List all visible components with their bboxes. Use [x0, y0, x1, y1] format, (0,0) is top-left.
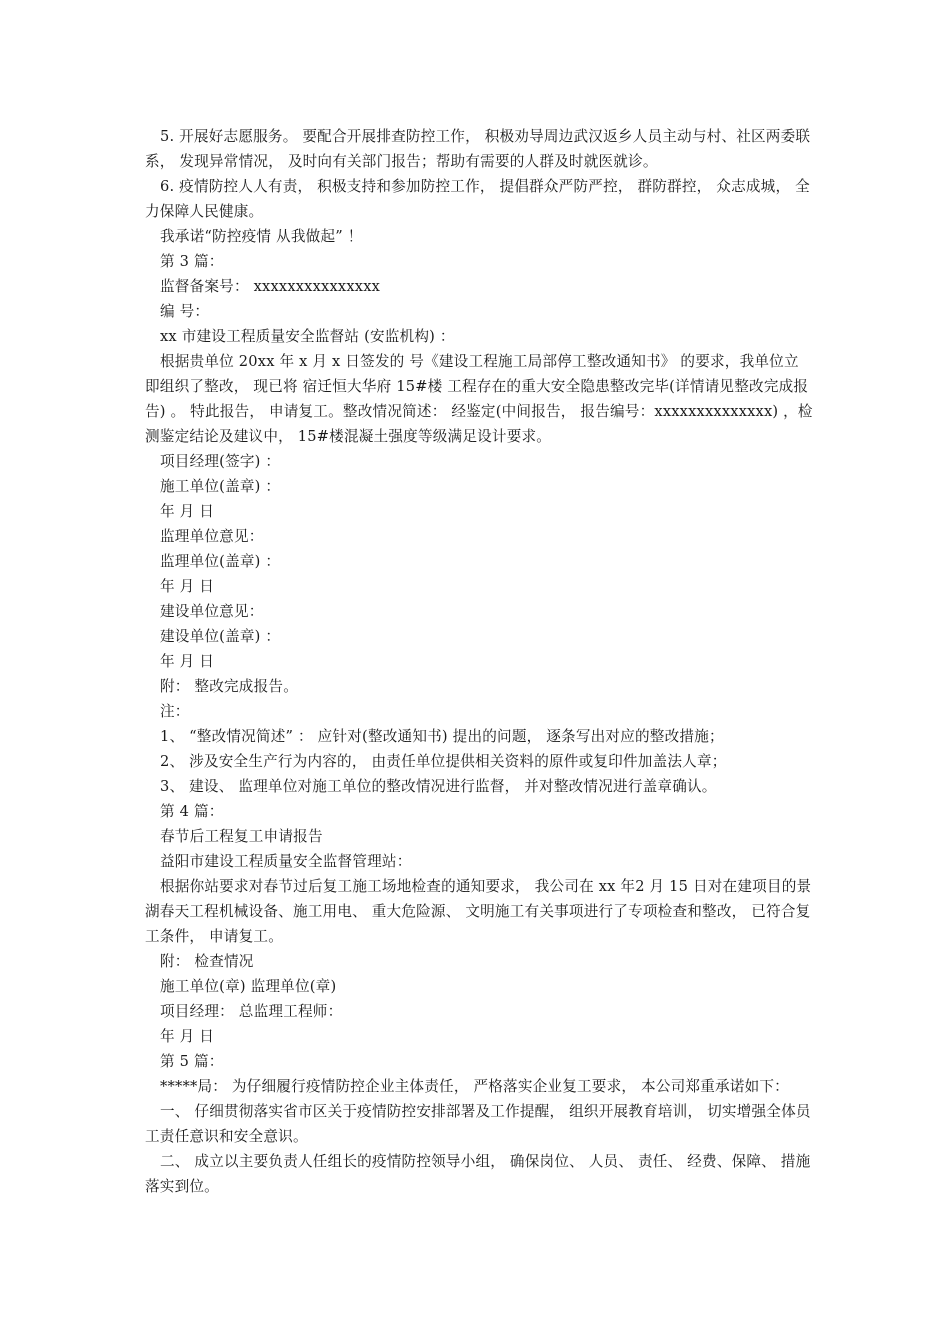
signature-line-supervision-unit: 监理单位(盖章) ： — [160, 553, 281, 570]
section-heading-3: 第 3 篇： — [160, 253, 224, 270]
attachment-line: 附： 整改完成报告。 — [160, 678, 298, 695]
signature-line-owner-unit: 建设单位(盖章) ： — [160, 628, 281, 645]
signature-line-construction-unit: 施工单位(盖章) ： — [160, 478, 281, 495]
owner-opinion-line: 建设单位意见： — [160, 603, 264, 620]
addressee-line: xx 市建设工程质量安全监督站 (安监机构) ： — [160, 328, 455, 345]
note-item-2: 2、 涉及安全生产行为内容的， 由责任单位提供相关资料的原件或复印件加盖法人章； — [160, 753, 727, 770]
note-item-1: 1、 “整改情况简述” ： 应针对(整改通知书) 提出的问题， 逐条写出对应的整改措施； — [160, 728, 724, 745]
paragraph-volunteer-service: 5. 开展好志愿服务。 要配合开展排查防控工作， 积极劝导周边武汉返乡人员主动与村、社区两委联系， 发现异常情况， 及时向有关部门报告；帮助有需要的人群及时就医就诊。 — [145, 128, 811, 170]
paragraph-commitment-intro: *****局： 为仔细履行疫情防控企业主体责任， 严格落实企业复工要求， 本公司郑重承诺如下： — [160, 1078, 789, 1095]
commitment-item-1: 一、 仔细贯彻落实省市区关于疫情防控安排部署及工作提醒， 组织开展教育培训， 切实增强全体员工责任意识和安全意识。 — [145, 1103, 811, 1145]
paragraph-resumption-request: 根据你站要求对春节过后复工施工场地检查的通知要求， 我公司在 xx 年2 月 15 日对在建项目的景湖春天工程机械设备、施工用电、 重大危险源、 文明施工有关事项进行了专项检查和整改， 已符合复工条件， 申请复工。 — [145, 878, 812, 945]
date-line: 年 月 日 — [160, 1028, 215, 1045]
date-line: 年 月 日 — [160, 653, 215, 670]
serial-number-line: 编 号： — [160, 303, 210, 320]
date-line: 年 月 日 — [160, 578, 215, 595]
signature-line-project-manager: 项目经理(签字) ： — [160, 453, 281, 470]
supervision-opinion-line: 监理单位意见： — [160, 528, 264, 545]
document-body — [145, 124, 813, 1199]
date-line: 年 月 日 — [160, 503, 215, 520]
manager-line: 项目经理： 总监理工程师： — [160, 1003, 343, 1020]
commitment-item-2: 二、 成立以主要负责人任组长的疫情防控领导小组， 确保岗位、 人员、 责任、 经费、保障、 措施落实到位。 — [145, 1153, 811, 1195]
section-heading-5: 第 5 篇： — [160, 1053, 224, 1070]
paragraph-rectification-report: 根据贵单位 20xx 年 x 月 x 日签发的 号《建设工程施工局部停工整改通知书》 的要求，我单位立即组织了整改， 现已将 宿迁恒大华府 15#楼 工程存在的重大安全隐患整改完毕(详情请见整改完成报告) 。 特此报告， 申请复工。整改情况简述： 经鉴定(中间报告， 报告编号：xxxxxxxxxxxxxx) ，检测鉴定结论及建议中， 15#楼混凝土强度等级满足设计要求。 — [145, 353, 813, 445]
paragraph-prevention-responsibility: 6. 疫情防控人人有责， 积极支持和参加防控工作， 提倡群众严防严控， 群防群控， 众志成城， 全力保障人民健康。 — [145, 178, 810, 220]
attachment-line: 附： 检查情况 — [160, 953, 254, 970]
notes-heading: 注： — [160, 703, 190, 720]
note-item-3: 3、 建设、 监理单位对施工单位的整改情况进行监督， 并对整改情况进行盖章确认。 — [160, 778, 717, 795]
addressee-line: 益阳市建设工程质量安全监督管理站： — [160, 853, 412, 870]
paragraph-pledge: 我承诺“防控疫情 从我做起” ！ — [160, 228, 363, 245]
section-heading-4: 第 4 篇： — [160, 803, 224, 820]
seal-line: 施工单位(章) 监理单位(章) — [160, 978, 337, 995]
record-number-line: 监督备案号： xxxxxxxxxxxxxxx — [160, 278, 381, 295]
report-title: 春节后工程复工申请报告 — [160, 828, 323, 845]
